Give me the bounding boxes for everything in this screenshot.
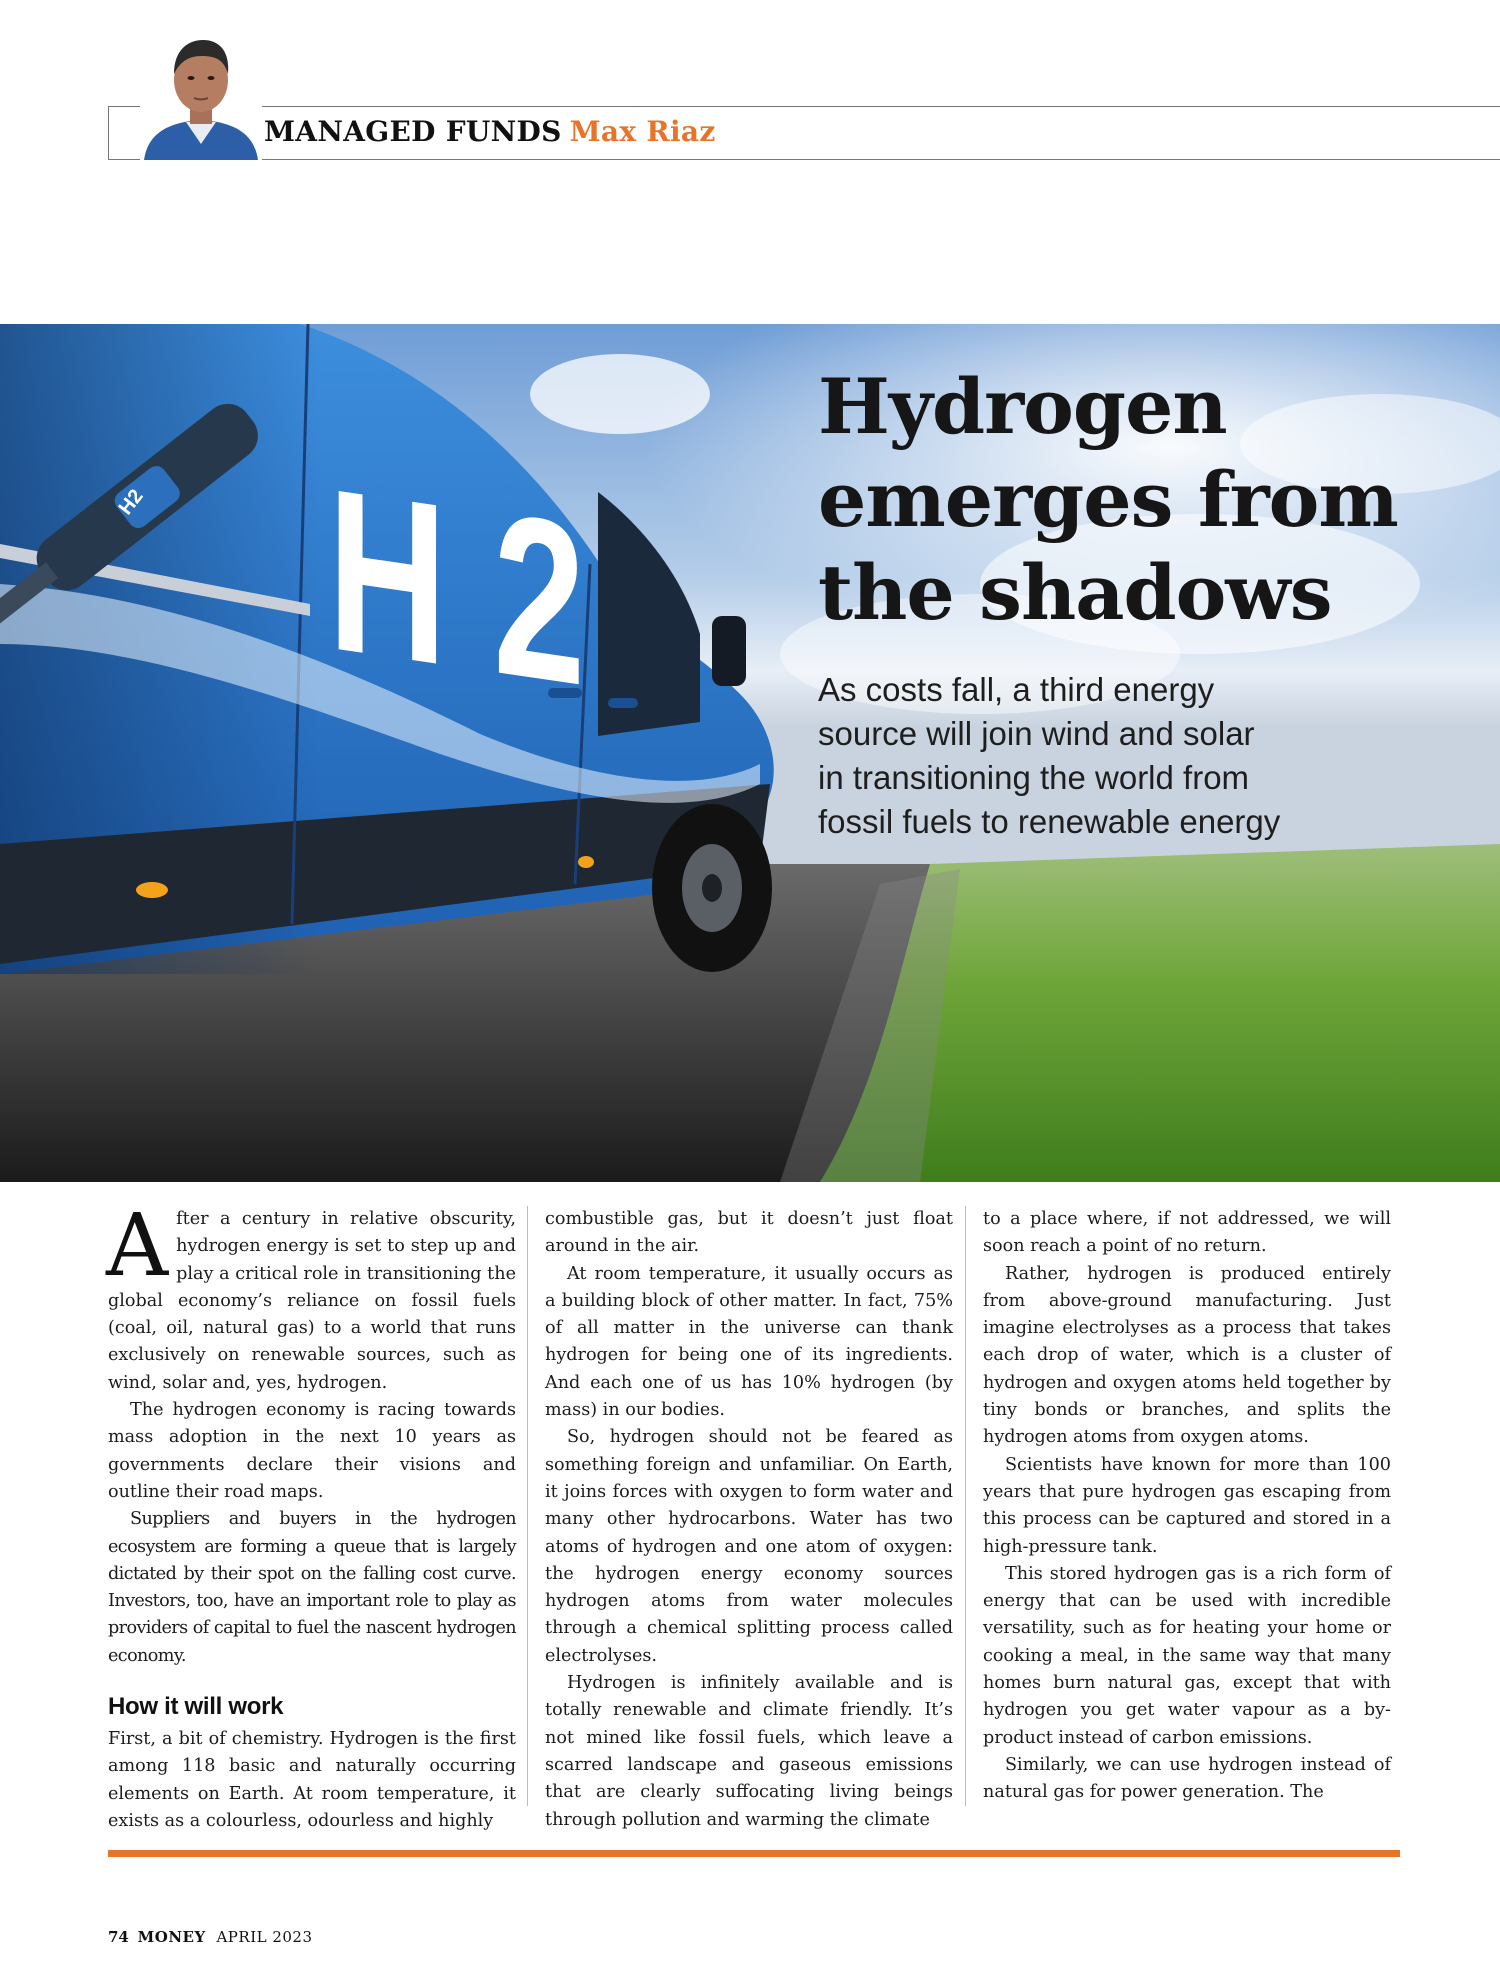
standfirst (818, 668, 1478, 844)
paragraph: Scientists have known for more than 100 years that pure hydrogen gas escaping from this process can be captured and stored in a high-pressure tank. (983, 1454, 1391, 1557)
standfirst-line: fossil fuels to renewable energy (818, 803, 1281, 840)
magazine-name: MONEY (137, 1928, 206, 1946)
headline-line: the shadows (818, 548, 1332, 637)
paragraph: Suppliers and buyers in the hydrogen ecosystem are forming a queue that is largely dictated by their spot on the falling cost curve. Investors, too, have an important role to play as providers of capital to fuel the nascent hydrogen economy. (108, 1509, 516, 1666)
standfirst-line: As costs fall, a third energy (818, 671, 1215, 708)
paragraph: First, a bit of chemistry. Hydrogen is the first among 118 basic and naturally occurring elements on Earth. At room temperature, it exists as a colourless, odourless and highly (108, 1729, 516, 1831)
paragraph: combustible gas, but it doesn’t just float around in the air. (545, 1209, 953, 1257)
headline-line: Hydrogen (818, 362, 1227, 451)
paragraph: After a century in relative obscurity, hydrogen energy is set to step up and play a critical role in transitioning the global economy’s reliance on fossil fuels (coal, oil, natural gas) to a world that runs exclusively on renewable sources, such as wind, solar and, yes, hydrogen. (106, 1196, 516, 1393)
author-avatar (140, 28, 262, 160)
paragraph: This stored hydrogen gas is a rich form of energy that can be used with incredible versatility, such as for heating your home or cooking a meal, in the same way that many homes burn natural gas, except that with hydrogen you get water vapour as a by-product instead of carbon emissions. (983, 1563, 1391, 1748)
page-folio (108, 1928, 313, 1946)
paragraph: At room temperature, it usually occurs as a building block of other matter. In fact, 75% of all matter in the universe can thank hydrogen for being one of its ingredients. And each one of us has 10% hydrogen (by mass) in our bodies. (545, 1263, 953, 1421)
paragraph: The hydrogen economy is racing towards mass adoption in the next 10 years as governments declare their visions and outline their road maps. (108, 1400, 516, 1502)
article-column-1 (106, 1196, 516, 1835)
paragraph: Hydrogen is infinitely available and is totally renewable and climate friendly. It’s not mined like fossil fuels, which leave a scarred landscape and gaseous emissions that are clearly suffocating living beings through pollution and warming the climate (545, 1673, 953, 1830)
paragraph: Rather, hydrogen is produced entirely from above-ground manufacturing. Just imagine electrolyses as a process that takes each drop of water, which is a cluster of hydrogen and oxygen atoms held together by tiny bonds or branches, and splits the hydrogen atoms from oxygen atoms. (983, 1263, 1391, 1448)
subheading: How it will work (108, 1693, 284, 1721)
issue-date: APRIL 2023 (216, 1928, 313, 1946)
paragraph: So, hydrogen should not be feared as something foreign and unfamiliar. On Earth, it joins forces with oxygen to form water and many other hydrocarbons. Water has two atoms of hydrogen and one atom of oxygen: the hydrogen energy economy sources hydrogen atoms from water molecules through a chemical splitting process called electrolyses. (545, 1427, 953, 1666)
column-divider (965, 1206, 966, 1806)
footer-rule (108, 1850, 1400, 1857)
drop-cap: A (106, 1196, 169, 1296)
page-number: 74 (108, 1928, 129, 1946)
van-label: H 2 (327, 439, 586, 735)
headline (818, 360, 1478, 639)
column-divider (527, 1206, 528, 1806)
section-name: MANAGED FUNDS (264, 115, 562, 148)
headline-line: emerges from (818, 455, 1398, 544)
author-name: Max Riaz (569, 115, 716, 148)
nozzle-label: H2 (114, 485, 148, 520)
standfirst-line: source will join wind and solar (818, 715, 1255, 752)
standfirst-line: in transitioning the world from (818, 759, 1250, 796)
paragraph: Similarly, we can use hydrogen instead of natural gas for power generation. The (983, 1754, 1391, 1803)
article-column-2 (545, 1206, 953, 1834)
paragraph: to a place where, if not addressed, we will soon reach a point of no return. (983, 1209, 1391, 1257)
section-title (264, 112, 716, 152)
article-column-3 (983, 1206, 1391, 1807)
